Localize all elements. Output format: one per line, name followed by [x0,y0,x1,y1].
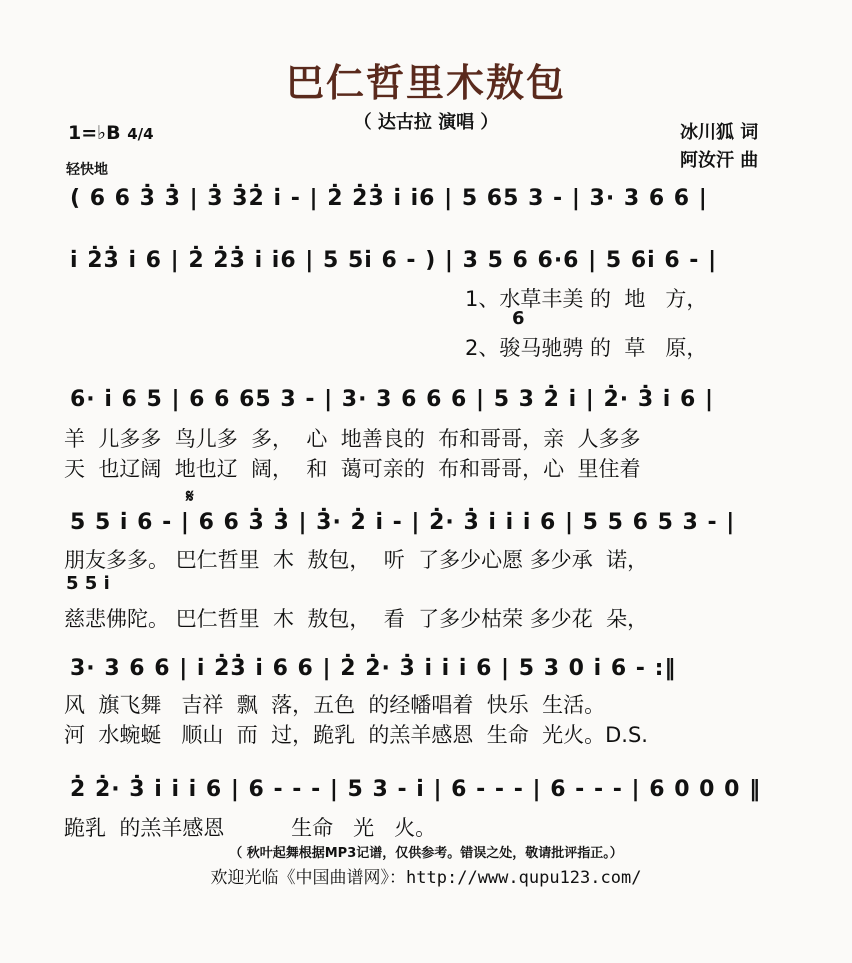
notation-line-1: ( 6 6 3̇ 3̇ | 3̇ 3̇2̇ i̇ - | 2̇ 2̇3̇ i̇ i̇6 | 5 65 3 - | 3· 3 6 6 | [70,186,708,211]
notation-line-2: i̇ 2̇3̇ i̇ 6 | 2̇ 2̇3̇ i̇ i̇6 | 5 5i̇ 6 - ) | 3 5 6 6·6 | 5 6i̇ 6 - | [70,248,718,273]
notation-line-3: 6· i̇ 6 5 | 6 6 65 3 - | 3· 3 6 6 6 | 5 3 2̇ i̇ | 2̇· 3̇ i̇ 6 | [70,387,714,412]
segno-sign: 𝄋 [186,486,194,507]
key-signature [68,122,154,144]
transcription-note: （ 秋叶起舞根据MP3记谱，仅供参考。错误之处，敬请批评指正。） [229,846,623,861]
lyric-line-5b: 河 水蜿蜒 顺山 而 过，跪乳 的羔羊感恩 生命 光火。D.S. [64,723,648,747]
composer-credit: 阿汝汗 曲 [680,150,759,171]
notation-line-5: 3· 3 6 6 | i̇ 2̇3̇ i̇ 6 6 | 2̇ 2̇· 3̇ i̇ i̇ i̇ 6 | 5 3 0 i̇ 6 - :‖ [70,656,677,681]
lyric-line-3a: 羊 儿多多 鸟儿多 多， 心 地善良的 布和哥哥，亲 人多多 [64,427,641,451]
grace-note-2: 6 [512,308,525,329]
song-title: 巴仁哲里木敖包 [285,61,566,105]
lyric-line-4a: 朋友多多。 巴仁哲里 木 敖包， 听 了多少心愿 多少承 诺， [64,548,649,572]
lyric-line-3b: 天 也辽阔 地也辽 阔， 和 蔼可亲的 布和哥哥，心 里住着 [64,457,641,481]
lyric-line-6a: 跪乳 的羔羊感恩 生命 光 火。 [64,816,437,840]
lyricist-credit: 冰川狐 词 [680,122,759,143]
tempo-marking: 轻快地 [66,162,108,178]
time-signature: 4/4 [127,125,154,143]
performer-subtitle: （ 达古拉 演唱 ） [353,112,499,133]
website-credit: 欢迎光临《中国曲谱网》：http://www.qupu123.com/ [210,868,642,888]
grace-note-4: 5 5 i̇ [66,573,110,594]
notation-line-6: 2̇ 2̇· 3̇ i̇ i̇ i̇ 6 | 6 - - - | 5 3 - i̇ | 6 - - - | 6 - - - | 6 0 0 0 ‖ [70,777,762,802]
notation-line-4: 5 5 i̇ 6 - | 6 6 3̇ 3̇ | 3̇· 2̇ i̇ - | 2̇· 3̇ i̇ i̇ i̇ 6 | 5 5 6 5 3 - | [70,510,736,535]
lyric-line-4b: 慈悲佛陀。 巴仁哲里 木 敖包， 看 了多少枯荣 多少花 朵， [64,607,649,631]
lyric-line-2b: 2、骏马驰骋 的 草 原， [465,336,708,360]
lyric-line-5a: 风 旗飞舞 吉祥 飘 落，五色 的经幡唱着 快乐 生活。 [64,693,606,717]
lyric-line-2a: 1、水草丰美 的 地 方， [465,287,708,311]
key-text: 1=♭B [68,122,121,144]
